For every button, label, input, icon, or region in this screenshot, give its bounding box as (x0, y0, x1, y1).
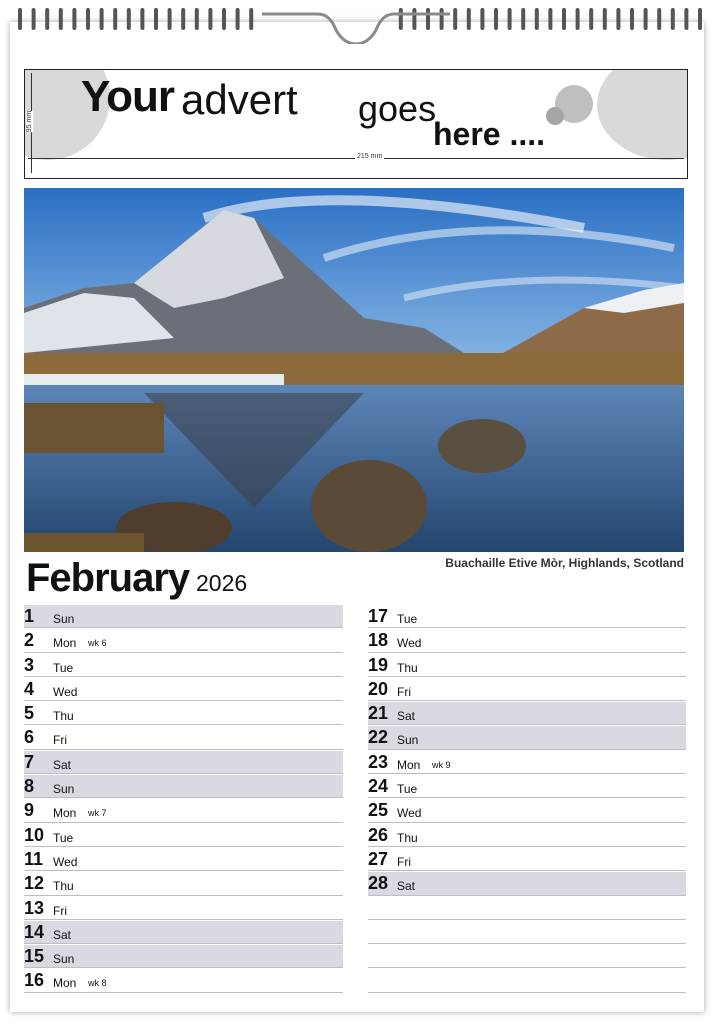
day-row (368, 678, 686, 701)
day-of-week: Tue (53, 830, 74, 845)
binding-ring (249, 8, 253, 30)
day-number: 10 (24, 824, 45, 845)
advert-word-advert: advert (181, 76, 298, 123)
day-row (368, 654, 686, 677)
advert-dot-small (546, 107, 564, 125)
day-number: 8 (24, 776, 35, 797)
day-row (368, 751, 686, 774)
day-row (24, 945, 343, 968)
day-row (24, 726, 343, 749)
binding-ring (45, 8, 49, 30)
advert-circle-right (597, 69, 688, 160)
day-row (368, 726, 686, 749)
day-number: 27 (368, 848, 389, 869)
day-row (24, 824, 343, 847)
day-number: 17 (368, 606, 389, 626)
day-of-week: Fri (53, 903, 67, 918)
photo-caption: Buachaille Etive Mòr, Highlands, Scotland (445, 556, 684, 570)
day-of-week: Sun (53, 612, 75, 626)
wire-binding (0, 0, 714, 44)
day-of-week: Thu (397, 660, 418, 675)
binding-ring (154, 8, 158, 30)
week-number: wk 9 (432, 759, 451, 770)
binding-ring (32, 8, 36, 30)
binding-ring (548, 8, 552, 30)
day-of-week: Mon (53, 976, 77, 991)
day-number: 9 (24, 800, 35, 821)
month-title: February (26, 556, 190, 600)
day-row (24, 751, 343, 774)
day-of-week: Wed (397, 806, 422, 821)
day-row (24, 654, 343, 677)
day-row (24, 605, 343, 628)
day-of-week: Sat (53, 927, 72, 942)
day-of-week: Thu (53, 879, 74, 894)
advert-word-your: Your (81, 72, 174, 121)
binding-ring (86, 8, 90, 30)
binding-ring (426, 8, 430, 30)
day-number: 15 (24, 946, 45, 967)
day-number: 21 (368, 703, 389, 724)
day-row (368, 824, 686, 847)
day-of-week: Mon (53, 636, 77, 651)
day-number: 19 (368, 654, 389, 675)
day-row (24, 775, 343, 798)
binding-ring (576, 8, 580, 30)
day-of-week: Tue (53, 660, 74, 675)
width-dimension-label: 215 mm (357, 153, 383, 160)
binding-ring (222, 8, 226, 30)
day-number: 13 (24, 897, 45, 918)
landscape-photo (24, 188, 684, 552)
day-of-week: Sun (53, 952, 75, 967)
day-row (24, 897, 343, 920)
binding-ring (562, 8, 566, 30)
binding-ring (671, 8, 675, 30)
day-number: 26 (368, 824, 389, 845)
binding-ring (100, 8, 104, 30)
binding-ring (644, 8, 648, 30)
day-row (368, 799, 686, 822)
day-of-week: Mon (53, 806, 77, 821)
day-number: 7 (24, 751, 35, 772)
day-number: 22 (368, 727, 389, 748)
day-row (368, 605, 686, 628)
day-of-week: Thu (397, 830, 418, 845)
binding-ring (480, 8, 484, 30)
binding-ring (127, 8, 131, 30)
day-of-week: Sun (53, 782, 75, 797)
day-row (24, 848, 343, 871)
week-number: wk 6 (88, 638, 107, 649)
height-dimension-label: 95 mm (26, 110, 34, 133)
day-of-week: Sat (397, 879, 416, 894)
day-number: 3 (24, 654, 35, 675)
day-row (24, 678, 343, 701)
binding-ring (181, 8, 185, 30)
day-of-week: Mon (397, 757, 421, 772)
day-number: 4 (24, 678, 35, 699)
binding-ring (59, 8, 63, 30)
day-row (368, 848, 686, 871)
binding-ring (399, 8, 403, 30)
binding-ring (140, 8, 144, 30)
binding-ring (467, 8, 471, 30)
day-row (368, 702, 686, 725)
day-row (24, 702, 343, 725)
day-of-week: Fri (397, 854, 411, 869)
day-number: 14 (24, 921, 45, 942)
day-of-week: Wed (53, 854, 78, 869)
day-list-left (24, 605, 343, 994)
day-number: 23 (368, 751, 389, 772)
day-row (368, 945, 686, 968)
binding-ring (72, 8, 76, 30)
day-of-week: Tue (397, 612, 418, 626)
binding-ring (603, 8, 607, 30)
binding-ring (698, 8, 702, 30)
day-number: 20 (368, 678, 389, 699)
binding-ring (494, 8, 498, 30)
binding-ring (113, 8, 117, 30)
binding-ring (508, 8, 512, 30)
day-of-week: Fri (397, 684, 411, 699)
year-title: 2026 (196, 570, 248, 596)
advert-box (24, 69, 688, 179)
day-number: 25 (368, 800, 389, 821)
binding-ring (453, 8, 457, 30)
day-of-week: Tue (397, 782, 418, 797)
week-number: wk 8 (88, 978, 107, 989)
binding-ring (18, 8, 22, 30)
day-row (368, 872, 686, 895)
binding-ring (236, 8, 240, 30)
day-number: 1 (24, 606, 35, 626)
binding-ring (168, 8, 172, 30)
binding-ring (440, 8, 444, 30)
day-number: 2 (24, 630, 35, 651)
week-number: wk 7 (88, 808, 107, 819)
day-row (24, 799, 343, 822)
day-of-week: Wed (397, 636, 422, 651)
binding-ring (535, 8, 539, 30)
binding-ring (195, 8, 199, 30)
day-of-week: Thu (53, 709, 74, 724)
day-number: 6 (24, 727, 35, 748)
binding-ring (412, 8, 416, 30)
day-of-week: Sun (397, 733, 419, 748)
day-number: 18 (368, 630, 389, 651)
binding-ring (589, 8, 593, 30)
day-of-week: Sat (397, 709, 416, 724)
binding-ring (630, 8, 634, 30)
binding-ring (616, 8, 620, 30)
day-row (24, 969, 343, 992)
day-list-right (368, 605, 686, 994)
day-number: 16 (24, 970, 45, 991)
day-row (24, 921, 343, 944)
binding-ring (657, 8, 661, 30)
day-row (368, 921, 686, 944)
day-of-week: Wed (53, 684, 78, 699)
day-of-week: Sat (53, 757, 72, 772)
binding-ring (684, 8, 688, 30)
day-number: 12 (24, 873, 45, 894)
day-row (24, 872, 343, 895)
advert-word-here: here .... (433, 116, 546, 152)
day-row (368, 629, 686, 652)
day-number: 28 (368, 873, 389, 894)
day-row (368, 897, 686, 920)
day-number: 24 (368, 776, 389, 797)
day-row (368, 775, 686, 798)
day-row (368, 969, 686, 992)
advert-word-goes: goes (358, 88, 437, 129)
day-number: 11 (24, 848, 44, 869)
day-of-week: Fri (53, 733, 67, 748)
day-row (24, 629, 343, 652)
day-number: 5 (24, 703, 35, 724)
binding-ring (521, 8, 525, 30)
binding-ring (208, 8, 212, 30)
